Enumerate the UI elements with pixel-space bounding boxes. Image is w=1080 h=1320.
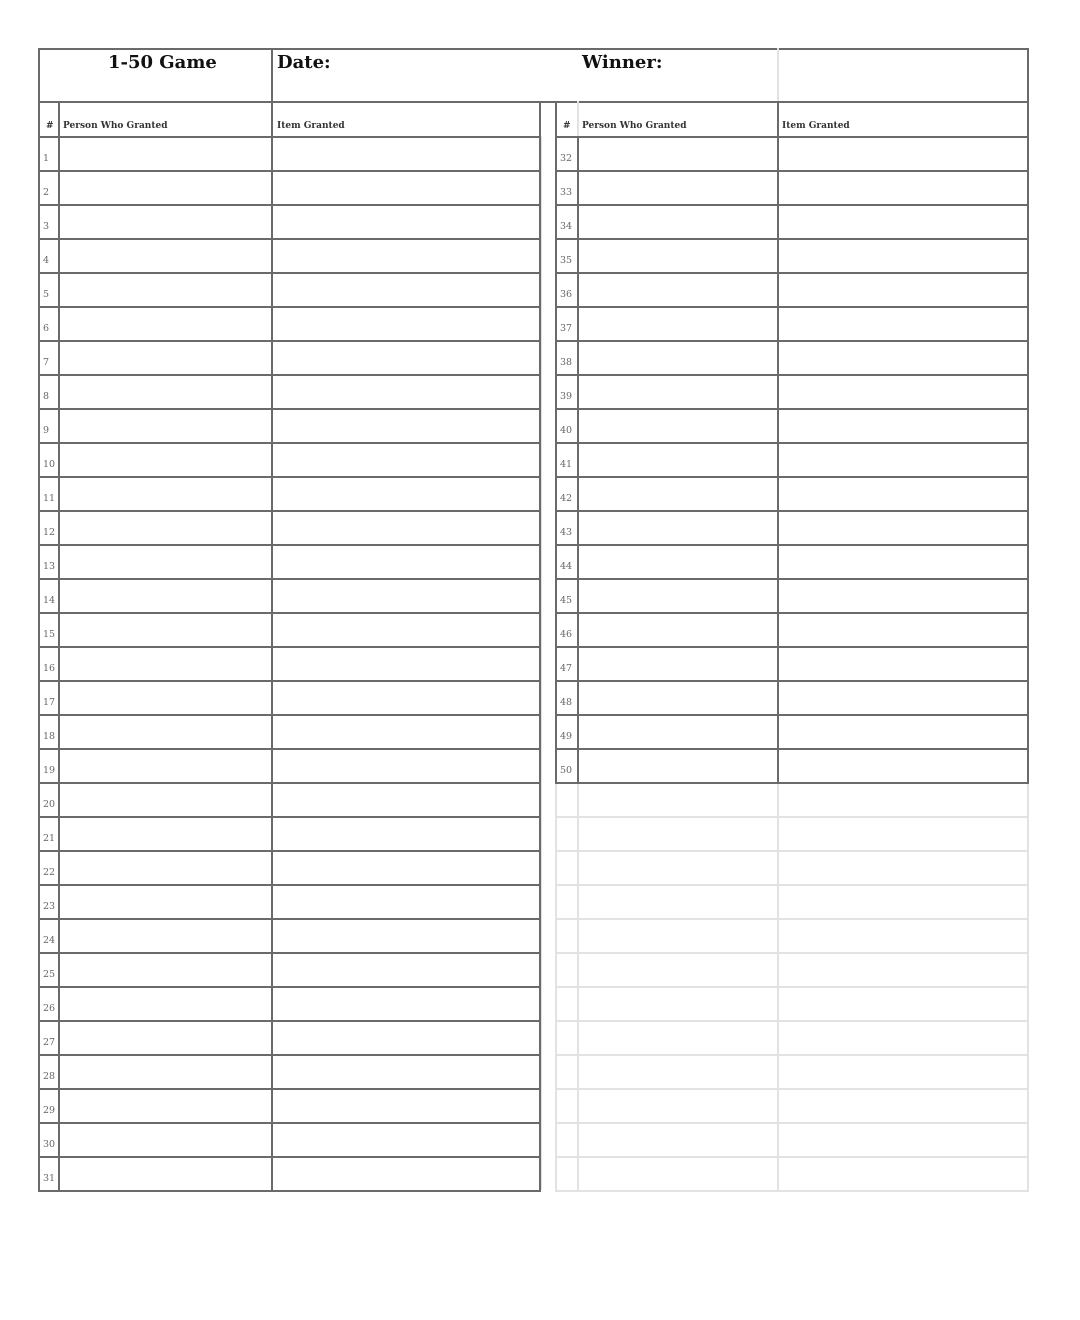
left-row-line — [38, 646, 541, 648]
left-row-line — [38, 238, 541, 240]
right-item-header: Item Granted — [782, 121, 850, 131]
right-faint-row-line — [555, 986, 1029, 988]
left-row-number: 1 — [43, 153, 50, 164]
right-row-number: 44 — [560, 561, 573, 572]
left-row-line — [38, 408, 541, 410]
right-row-number: 49 — [560, 731, 573, 742]
left-row-number: 16 — [43, 663, 56, 674]
left-row-line — [38, 612, 541, 614]
right-row-number: 34 — [560, 221, 573, 232]
left-row-number: 11 — [43, 493, 56, 504]
right-row-line — [555, 782, 1029, 784]
right-row-number: 47 — [560, 663, 573, 674]
left-row-line — [38, 204, 541, 206]
right-row-number: 40 — [560, 425, 573, 436]
left-row-line — [38, 306, 541, 308]
winner-field-divider — [777, 48, 779, 101]
left-number-header: # — [46, 121, 54, 131]
right-row-number: 32 — [560, 153, 573, 164]
left-row-line — [38, 748, 541, 750]
left-row-line — [38, 1020, 541, 1022]
right-row-number: 41 — [560, 459, 573, 470]
left-row-line — [38, 952, 541, 954]
left-row-line — [38, 918, 541, 920]
left-row-line — [38, 680, 541, 682]
left-row-number: 27 — [43, 1037, 56, 1048]
header-bottom-border — [38, 101, 1029, 103]
left-row-line — [38, 714, 541, 716]
right-row-line — [555, 714, 1029, 716]
left-row-number: 6 — [43, 323, 50, 334]
right-row-line — [555, 170, 1029, 172]
right-outer-border — [1027, 48, 1029, 784]
left-row-number: 10 — [43, 459, 56, 470]
right-faint-row-line — [555, 1088, 1029, 1090]
left-row-number: 18 — [43, 731, 56, 742]
left-row-line — [38, 1088, 541, 1090]
left-row-number: 5 — [43, 289, 50, 300]
left-row-number: 12 — [43, 527, 56, 538]
left-row-line — [38, 340, 541, 342]
right-row-line — [555, 442, 1029, 444]
left-row-number: 8 — [43, 391, 50, 402]
left-row-line — [38, 816, 541, 818]
left-row-number: 24 — [43, 935, 56, 946]
left-row-line — [38, 136, 541, 138]
left-row-number: 2 — [43, 187, 50, 198]
right-row-line — [555, 238, 1029, 240]
game-title: 1-50 Game — [108, 52, 217, 73]
right-row-number: 39 — [560, 391, 573, 402]
left-row-number: 20 — [43, 799, 56, 810]
right-row-line — [555, 408, 1029, 410]
left-row-line — [38, 1054, 541, 1056]
right-row-number: 50 — [560, 765, 573, 776]
right-person-header: Person Who Granted — [582, 121, 687, 131]
left-row-line — [38, 578, 541, 580]
left-row-number: 31 — [43, 1173, 56, 1184]
right-faint-row-line — [555, 850, 1029, 852]
left-row-number: 19 — [43, 765, 56, 776]
left-row-line — [38, 782, 541, 784]
right-row-line — [555, 578, 1029, 580]
right-faint-row-line — [555, 1156, 1029, 1158]
right-row-number: 37 — [560, 323, 573, 334]
left-row-number: 3 — [43, 221, 50, 232]
left-row-number: 9 — [43, 425, 50, 436]
right-row-number: 46 — [560, 629, 573, 640]
left-row-line — [38, 1122, 541, 1124]
right-faint-row-line — [555, 884, 1029, 886]
left-row-number: 29 — [43, 1105, 56, 1116]
right-row-line — [555, 680, 1029, 682]
left-row-number: 25 — [43, 969, 56, 980]
right-row-line — [555, 646, 1029, 648]
left-row-line — [38, 1190, 541, 1192]
right-row-line — [555, 136, 1029, 138]
right-row-line — [555, 544, 1029, 546]
date-label: Date: — [277, 52, 331, 73]
left-row-number: 28 — [43, 1071, 56, 1082]
right-row-line — [555, 510, 1029, 512]
left-row-line — [38, 510, 541, 512]
left-row-line — [38, 544, 541, 546]
left-row-number: 7 — [43, 357, 50, 368]
right-row-line — [555, 306, 1029, 308]
left-row-line — [38, 170, 541, 172]
left-row-number: 23 — [43, 901, 56, 912]
right-row-line — [555, 476, 1029, 478]
left-row-line — [38, 986, 541, 988]
left-row-line — [38, 272, 541, 274]
right-row-line — [555, 272, 1029, 274]
left-row-line — [38, 884, 541, 886]
left-row-number: 26 — [43, 1003, 56, 1014]
left-row-number: 21 — [43, 833, 56, 844]
right-faint-row-line — [555, 1122, 1029, 1124]
right-row-number: 42 — [560, 493, 573, 504]
header-top-border — [38, 48, 1029, 50]
left-row-line — [38, 1156, 541, 1158]
right-row-number: 48 — [560, 697, 573, 708]
left-row-line — [38, 374, 541, 376]
right-number-divider-header — [577, 101, 579, 136]
left-row-line — [38, 442, 541, 444]
left-row-number: 30 — [43, 1139, 56, 1150]
right-row-number: 35 — [560, 255, 573, 266]
left-item-header: Item Granted — [277, 121, 345, 131]
left-row-number: 4 — [43, 255, 50, 266]
left-row-line — [38, 476, 541, 478]
left-row-number: 14 — [43, 595, 56, 606]
right-row-line — [555, 340, 1029, 342]
right-row-line — [555, 748, 1029, 750]
left-row-number: 15 — [43, 629, 56, 640]
left-row-number: 13 — [43, 561, 56, 572]
right-faint-row-line — [555, 1054, 1029, 1056]
left-row-line — [38, 850, 541, 852]
right-row-line — [555, 204, 1029, 206]
right-faint-row-line — [555, 918, 1029, 920]
right-row-number: 45 — [560, 595, 573, 606]
right-faint-row-line — [555, 816, 1029, 818]
right-number-divider — [577, 136, 579, 784]
winner-label: Winner: — [582, 52, 663, 73]
left-person-header: Person Who Granted — [63, 121, 168, 131]
right-row-number: 33 — [560, 187, 573, 198]
right-faint-row-line — [555, 952, 1029, 954]
right-row-number: 43 — [560, 527, 573, 538]
right-row-number: 38 — [560, 357, 573, 368]
left-row-number: 22 — [43, 867, 56, 878]
right-row-number: 36 — [560, 289, 573, 300]
right-row-line — [555, 374, 1029, 376]
right-number-header: # — [563, 121, 571, 131]
right-faint-row-line — [555, 1020, 1029, 1022]
right-row-line — [555, 612, 1029, 614]
left-row-number: 17 — [43, 697, 56, 708]
right-faint-row-line — [555, 1190, 1029, 1192]
